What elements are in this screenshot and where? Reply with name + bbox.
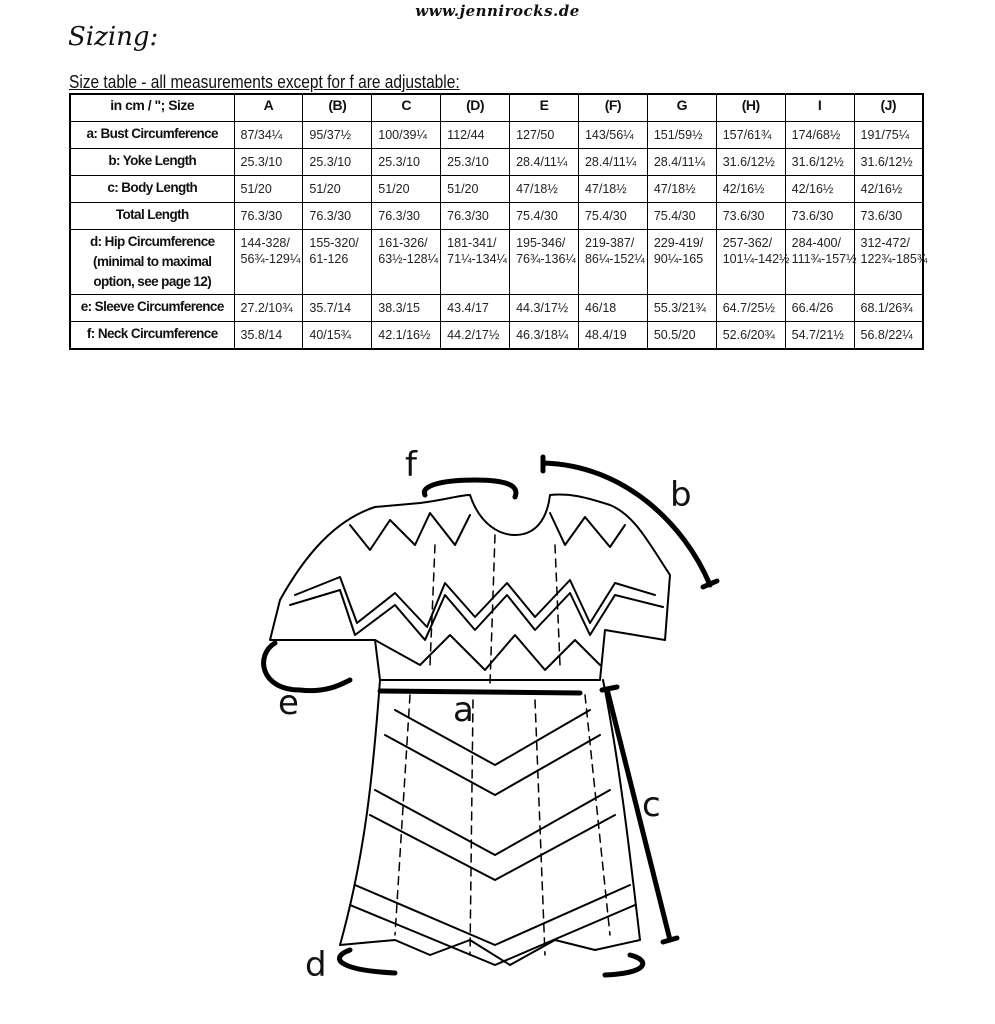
table-caption: Size table - all measurements except for f are adjustable: [69,72,460,92]
table-cell: 66.4/26 [785,295,854,322]
table-cell: 35.7/14 [303,295,372,322]
table-cell: 195-346/ 76¾-136¼ [510,230,579,295]
table-cell: 257-362/ 101¼-142½ [716,230,785,295]
table-cell: 46/18 [578,295,647,322]
table-cell: 157/61¾ [716,122,785,149]
size-header: A [234,94,303,122]
size-header: (F) [578,94,647,122]
label-e: e [278,683,299,723]
table-cell: 42/16½ [716,176,785,203]
table-cell: 31.6/12½ [716,149,785,176]
table-cell: 46.3/18¼ [510,322,579,349]
corner-header: in cm / "; Size [70,94,234,122]
sweater-diagram [245,435,745,995]
table-cell: 181-341/ 71¼-134¼ [441,230,510,295]
table-row [70,122,923,149]
size-header: I [785,94,854,122]
table-cell: 51/20 [372,176,441,203]
label-c: c [642,785,661,825]
table-cell: 144-328/ 56¾-129¼ [234,230,303,295]
row-label: f: Neck Circumference [70,322,234,349]
table-row [70,322,923,349]
size-header-row [70,94,923,122]
table-cell: 42/16½ [785,176,854,203]
table-cell: 28.4/11¼ [510,149,579,176]
table-row [70,176,923,203]
row-label: d: Hip Circumference (minimal to maximal option, see page 12) [70,230,234,295]
table-cell: 229-419/ 90¼-165 [647,230,716,295]
table-cell: 95/37½ [303,122,372,149]
table-row [70,230,923,295]
table-cell: 44.3/17½ [510,295,579,322]
table-cell: 100/39¼ [372,122,441,149]
table-cell: 76.3/30 [303,203,372,230]
table-cell: 75.4/30 [647,203,716,230]
size-header: (H) [716,94,785,122]
table-cell: 54.7/21½ [785,322,854,349]
table-cell: 42.1/16½ [372,322,441,349]
table-cell: 25.3/10 [234,149,303,176]
table-cell: 64.7/25½ [716,295,785,322]
table-cell: 47/18½ [647,176,716,203]
table-cell: 31.6/12½ [785,149,854,176]
table-cell: 28.4/11¼ [578,149,647,176]
section-heading: Sizing: [68,22,159,52]
table-cell: 174/68½ [785,122,854,149]
size-header: (D) [441,94,510,122]
size-header: G [647,94,716,122]
table-cell: 73.6/30 [854,203,923,230]
table-cell: 42/16½ [854,176,923,203]
size-header: (B) [303,94,372,122]
table-cell: 47/18½ [578,176,647,203]
table-cell: 75.4/30 [578,203,647,230]
table-cell: 155-320/ 61-126 [303,230,372,295]
table-cell: 38.3/15 [372,295,441,322]
label-b: b [670,475,692,515]
table-cell: 68.1/26¾ [854,295,923,322]
row-label: a: Bust Circumference [70,122,234,149]
table-cell: 50.5/20 [647,322,716,349]
table-cell: 127/50 [510,122,579,149]
table-cell: 112/44 [441,122,510,149]
table-cell: 27.2/10¾ [234,295,303,322]
table-row [70,295,923,322]
size-header: C [372,94,441,122]
table-cell: 47/18½ [510,176,579,203]
label-d: d [305,945,327,985]
table-cell: 25.3/10 [372,149,441,176]
size-header: E [510,94,579,122]
table-cell: 51/20 [303,176,372,203]
table-row [70,203,923,230]
label-f: f [405,445,417,485]
table-cell: 87/34¼ [234,122,303,149]
table-cell: 143/56¼ [578,122,647,149]
row-label: Total Length [70,203,234,230]
row-label: e: Sleeve Circumference [70,295,234,322]
size-header: (J) [854,94,923,122]
row-label: b: Yoke Length [70,149,234,176]
table-cell: 76.3/30 [234,203,303,230]
table-cell: 219-387/ 86¼-152¼ [578,230,647,295]
table-cell: 55.3/21¾ [647,295,716,322]
table-cell: 56.8/22¼ [854,322,923,349]
label-a: a [453,690,474,730]
table-cell: 73.6/30 [716,203,785,230]
table-cell: 48.4/19 [578,322,647,349]
table-cell: 44.2/17½ [441,322,510,349]
table-cell: 312-472/ 122¾-185¾ [854,230,923,295]
row-label: c: Body Length [70,176,234,203]
table-cell: 161-326/ 63½-128¼ [372,230,441,295]
table-cell: 284-400/ 111¾-157½ [785,230,854,295]
table-cell: 25.3/10 [303,149,372,176]
table-cell: 52.6/20¾ [716,322,785,349]
table-cell: 51/20 [234,176,303,203]
table-cell: 73.6/30 [785,203,854,230]
table-row [70,149,923,176]
table-cell: 151/59½ [647,122,716,149]
table-cell: 31.6/12½ [854,149,923,176]
table-cell: 35.8/14 [234,322,303,349]
table-cell: 25.3/10 [441,149,510,176]
sweater-illustration [245,435,745,995]
table-cell: 191/75¼ [854,122,923,149]
size-table [69,93,928,350]
table-cell: 51/20 [441,176,510,203]
table-cell: 40/15¾ [303,322,372,349]
table-cell: 76.3/30 [372,203,441,230]
site-url: www.jennirocks.de [415,2,580,20]
table-cell: 76.3/30 [441,203,510,230]
table-cell: 75.4/30 [510,203,579,230]
table-cell: 28.4/11¼ [647,149,716,176]
table-cell: 43.4/17 [441,295,510,322]
